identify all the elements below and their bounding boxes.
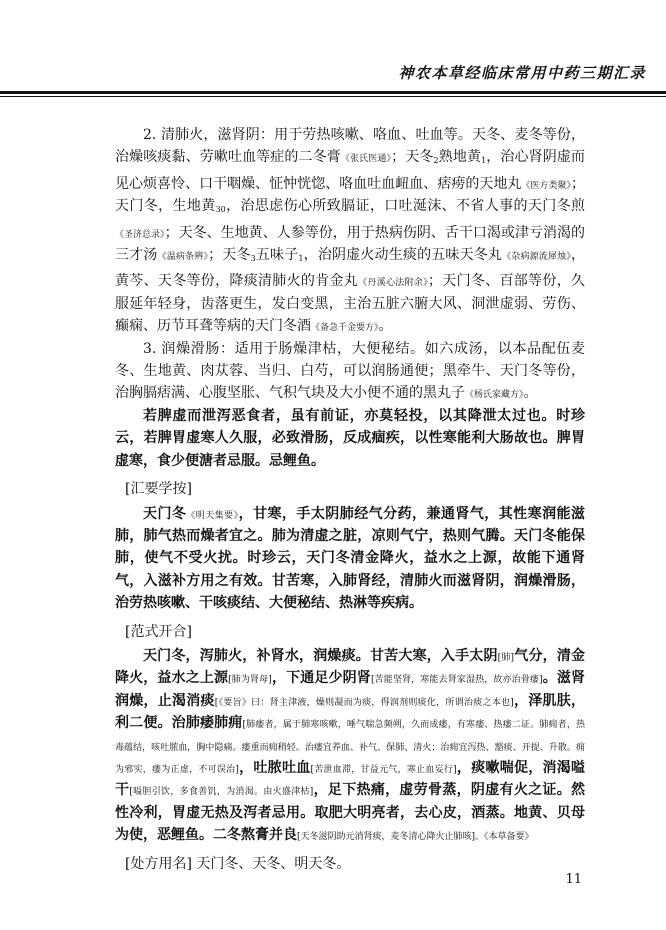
text-run: ；天冬 — [208, 247, 251, 264]
text-run: 五味子 — [255, 247, 299, 264]
citation-note: 《备急千金要方》 — [311, 323, 379, 334]
text-run: 若脾虚而泄泻恶食者，虽有前证，亦莫轻投，以其降泄太过也。时珍云，若脾胃虚寒人久服，必致滑肠，反成痼疾，以性寒能利大肠故也。脾胃虚寒，食少便溏者忌服。忌鲤鱼。 — [115, 407, 585, 469]
paragraph — [115, 503, 585, 615]
text-run: 熟地黄 — [438, 149, 482, 166]
text-run: 天门冬 — [143, 505, 187, 522]
citation-note: 《丹溪心法附余》 — [358, 278, 428, 289]
page-number: 11 — [565, 872, 582, 887]
text-run: ；天门冬，生地黄 — [115, 175, 585, 215]
citation-note: [苦泄血滞，甘益元气，寒止血妄行] — [310, 764, 457, 775]
header-rule-thick — [0, 91, 666, 94]
dosage-subscript: 2 — [433, 156, 439, 166]
text-run: ，甘寒，手太阴肺经气分药，兼通肾气，其性寒润能滋肺，肺气热而燥者宜之。肺为清虚之脏，凉则气宁，热则气腾。天门冬能保肺，使气不受火扰。时珍云，天门冬清金降火，益水之上源，故能下通肾气，入滋补方用之有效。甘苦寒，入肺肾经，清肺火而滋肾阴，润燥滑肠，治劳热咳嗽、干咳痰结、大便秘结、热淋等疾病。 — [115, 505, 585, 612]
citation-note: [肺痿者，属于肺寒咳嗽，唾气喘急频朔，久而成痿，有寒痿、热痿二证。肺痈者，热毒蕴结，咳吐脓血，胸中隐痛。痿重而痈稍轻。治痿宜养血、补气、保肺、清火；治痈宜泻热、豁痰、开提、升散。痈为邪实，痿为正虚，不可误治] — [115, 720, 586, 775]
text-run: 天门冬，泻肺火，补肾水，润燥痰。甘苦大寒，入手太阴 — [143, 647, 498, 664]
text-run: 3. 润燥滑肠：适用于肠燥津枯，大便秘结。如六成汤，以本品配伍麦冬、生地黄、肉苁蓉、当归、白芍，可以润肠通便；黑牵牛、天门冬等份，治胸膈痞满、心腹坚胀、气积气块及大小便不通的黑丸子 — [115, 340, 585, 402]
citation-note: [天冬滋阴助元消肾痰，麦冬清心降火止肺咳] — [297, 832, 476, 843]
text-run: 。 — [378, 318, 393, 335]
citation-note: 《杨氏家藏方》 — [465, 390, 524, 401]
text-run: 。 — [523, 385, 538, 402]
dosage-subscript: 1 — [298, 254, 304, 264]
text-run: ，足下热痛，虚劳骨蒸，阴虚有火之证。然性冷利，胃虚无热及泻者忌用。取肥大明亮者，去心皮，酒蒸。地黄、贝母为使，恶鲤鱼。二冬熬膏并良 — [115, 782, 586, 844]
text-run: ，吐脓吐血 — [238, 759, 311, 776]
text-run: ，治阴虚火动生痰的五味天冬丸 — [303, 247, 503, 264]
text-run: 。滋肾润燥，止渴消痰 — [115, 670, 586, 709]
paragraph — [115, 338, 585, 405]
citation-note: [肺为肾母] — [228, 675, 272, 686]
citation-note: 《张氏医通》 — [340, 154, 392, 165]
text-run: 气分，清金降火，益水之上源 — [115, 647, 586, 687]
citation-note: [《要旨》曰：肾主津液，燥则凝而为痰，得润剂则痰化，所谓治痰之本也] — [214, 697, 514, 708]
dosage-subscript: 3 — [250, 254, 256, 264]
citation-note: 《温病条辨》 — [157, 252, 209, 263]
citation-note: [嗌胆引饮，多食善饥，为消渴。由火盛津枯] — [129, 787, 314, 798]
citation-note: 《杂病源流犀烛》 — [502, 252, 572, 263]
text-run: ，治思虑伤心所致膈证，口吐涎沫、不省人事的天门冬煎 — [225, 198, 586, 215]
citation-note: 。《本草备要》 — [475, 832, 534, 843]
dosage-subscript: 30 — [215, 205, 226, 215]
text-run: ；天冬 — [391, 149, 434, 166]
text-run: ，黄芩、天冬等份，降痰清肺火的肯金丸 — [115, 247, 586, 290]
paragraph — [115, 405, 585, 472]
text-run: ，下通足少阴肾 — [271, 670, 371, 687]
citation-note: [肺] — [497, 652, 515, 663]
section-heading: [汇要学按] — [125, 481, 192, 498]
citation-note: 《明天集要》 — [186, 510, 239, 521]
text-run: ；天门冬、百部等份，久服延年轻身，齿落更生，发白变黑，主治五脏六腑大风、洞泄虚弱、劳伤、癫痫、历节耳聋等病的天门冬酒 — [115, 273, 585, 335]
citation-note: 《医方类聚》 — [521, 180, 571, 191]
text-run: ，治心肾阴虚而见心烦喜怜、口干咽燥、怔忡恍惚、咯血吐血衄血、痞痨的天地丸 — [115, 149, 586, 192]
dosage-subscript: 1 — [481, 156, 487, 166]
section-heading: [处方用名] 天门冬、天冬、明天冬。 — [125, 855, 351, 872]
paragraph — [115, 124, 585, 338]
citation-note: [苦能坚肾，寒能去肾家湿热，故亦治骨痿] — [370, 675, 543, 686]
text-run: ；天冬、生地黄、人参等份，用于热病伤阴、舌干口渴或津亏消渴的三才汤 — [115, 224, 585, 264]
section-heading: [范式开合] — [125, 623, 192, 640]
text-run: ，泽肌肤，利二便。治肺痿肺痈 — [115, 692, 586, 732]
body-text — [115, 124, 585, 877]
running-header-title: 神农本草经临床常用中药三期汇录 — [398, 64, 646, 82]
citation-note: 《圣济总录》 — [115, 229, 165, 240]
text-run: ，痰嗽喘促，消渴嗌干 — [115, 759, 586, 799]
header-rule-thin — [0, 96, 666, 97]
paragraph — [115, 645, 585, 847]
page-header — [0, 0, 666, 100]
text-run: 2. 清肺火，滋肾阴：用于劳热咳嗽、咯血、吐血等。天冬、麦冬等份，治燥咳痰黏、劳嗽吐血等症的二冬膏 — [115, 127, 585, 166]
